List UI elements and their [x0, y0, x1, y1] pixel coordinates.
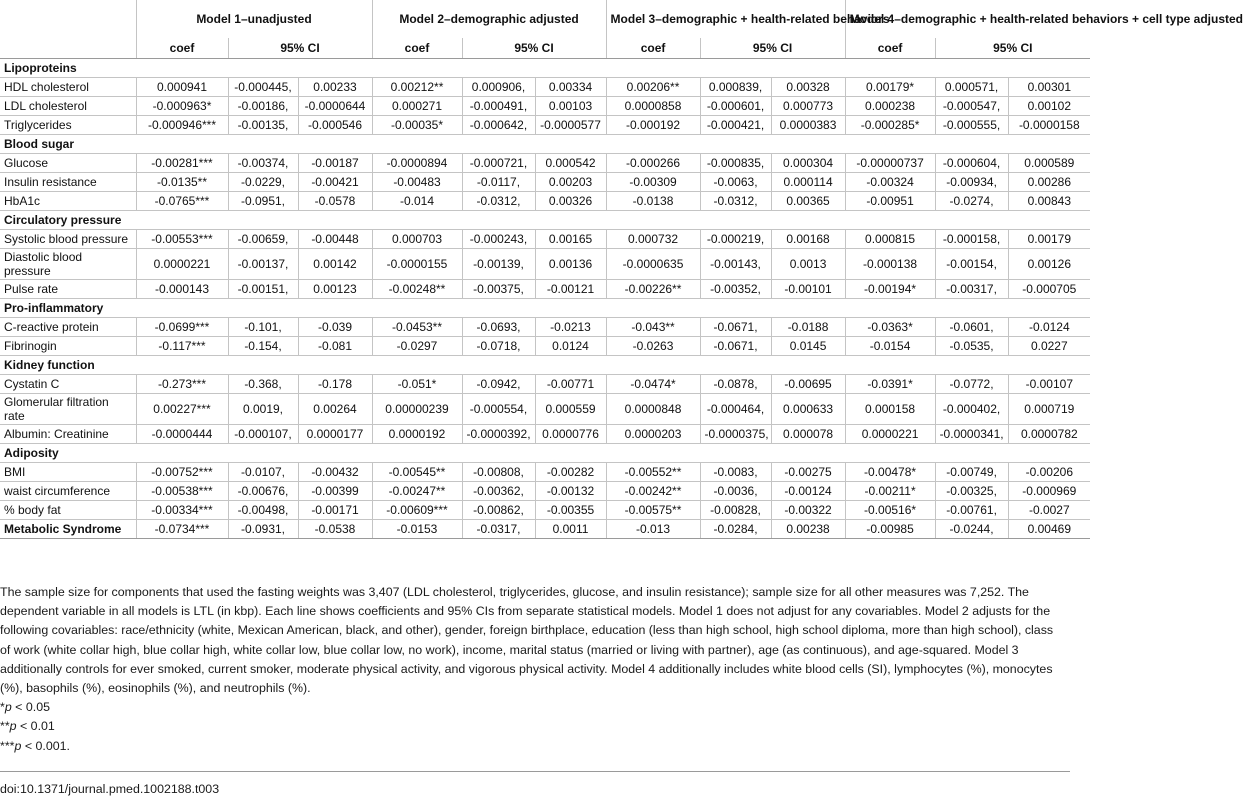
ci-upper-cell: 0.00264 [298, 394, 372, 425]
ci-lower-cell: -0.0931, [228, 520, 298, 539]
ci-upper-cell: -0.0000577 [535, 116, 606, 135]
row-label: C-reactive protein [0, 318, 136, 337]
row-label: Metabolic Syndrome [0, 520, 136, 539]
row-label: waist circumference [0, 482, 136, 501]
row-label: HbA1c [0, 192, 136, 211]
ci-upper-cell: -0.00187 [298, 154, 372, 173]
coef-cell: 0.00227*** [136, 394, 228, 425]
coef-cell: -0.00211* [845, 482, 935, 501]
ci-lower-cell: -0.000554, [462, 394, 535, 425]
ci-lower-cell: -0.0693, [462, 318, 535, 337]
ci-upper-cell: -0.00432 [298, 463, 372, 482]
row-label: Systolic blood pressure [0, 230, 136, 249]
ci-upper-cell: -0.00275 [771, 463, 845, 482]
table-row [0, 337, 1090, 356]
ci-upper-cell: -0.00399 [298, 482, 372, 501]
ci-upper-cell: -0.00107 [1008, 375, 1090, 394]
coef-cell: -0.0000635 [606, 249, 700, 280]
coef-cell: -0.0000894 [372, 154, 462, 173]
coef-cell: 0.000941 [136, 78, 228, 97]
table-row [0, 173, 1090, 192]
footnote-sig-2: **p < 0.01 [0, 719, 55, 734]
ci-lower-cell: 0.000571, [935, 78, 1008, 97]
ci-upper-cell: -0.00282 [535, 463, 606, 482]
ci-lower-cell: -0.368, [228, 375, 298, 394]
ci-upper-cell: 0.00238 [771, 520, 845, 539]
ci-lower-cell: -0.00151, [228, 280, 298, 299]
row-label: HDL cholesterol [0, 78, 136, 97]
coef-cell: -0.00609*** [372, 501, 462, 520]
ci-upper-cell: -0.000546 [298, 116, 372, 135]
ci-lower-cell: -0.0107, [228, 463, 298, 482]
ci-upper-cell: 0.000078 [771, 425, 845, 444]
coef-cell: -0.0474* [606, 375, 700, 394]
coef-cell: -0.00538*** [136, 482, 228, 501]
coef-header: coef [372, 38, 462, 59]
ci-upper-cell: -0.00355 [535, 501, 606, 520]
coef-cell: -0.00545** [372, 463, 462, 482]
coef-cell: -0.000143 [136, 280, 228, 299]
ci-upper-cell: -0.0027 [1008, 501, 1090, 520]
coef-cell: -0.00951 [845, 192, 935, 211]
ci-lower-cell: -0.000421, [700, 116, 771, 135]
ci-lower-cell: -0.00135, [228, 116, 298, 135]
ci-upper-cell: -0.00124 [771, 482, 845, 501]
coef-cell: -0.00552** [606, 463, 700, 482]
ci-lower-cell: -0.0772, [935, 375, 1008, 394]
row-label: Pulse rate [0, 280, 136, 299]
ci-header: 95% CI [700, 38, 845, 59]
ci-lower-cell: 0.0019, [228, 394, 298, 425]
coef-cell: -0.0135** [136, 173, 228, 192]
ci-upper-cell: 0.00136 [535, 249, 606, 280]
ci-upper-cell: 0.0000776 [535, 425, 606, 444]
model-header-row [0, 0, 1090, 38]
model-2-header: Model 2–demographic adjusted [372, 0, 606, 38]
coef-cell: -0.00281*** [136, 154, 228, 173]
ci-upper-cell: -0.000969 [1008, 482, 1090, 501]
coef-cell: 0.000158 [845, 394, 935, 425]
ci-lower-cell: -0.00137, [228, 249, 298, 280]
ci-lower-cell: -0.000402, [935, 394, 1008, 425]
coef-cell: -0.0734*** [136, 520, 228, 539]
ci-lower-cell: -0.0951, [228, 192, 298, 211]
ci-lower-cell: -0.0312, [700, 192, 771, 211]
row-label: Albumin: Creatinine [0, 425, 136, 444]
ci-upper-cell: 0.0145 [771, 337, 845, 356]
ci-lower-cell: -0.000555, [935, 116, 1008, 135]
section-title: Circulatory pressure [0, 211, 1090, 230]
ci-lower-cell: -0.0229, [228, 173, 298, 192]
coef-cell: -0.0391* [845, 375, 935, 394]
ci-lower-cell: -0.00374, [228, 154, 298, 173]
coef-header: coef [845, 38, 935, 59]
ci-upper-cell: -0.00695 [771, 375, 845, 394]
coef-cell: -0.0000155 [372, 249, 462, 280]
section-row [0, 135, 1090, 154]
coef-cell: -0.0138 [606, 192, 700, 211]
ci-lower-cell: -0.000107, [228, 425, 298, 444]
table-body [0, 59, 1090, 539]
ci-lower-cell: -0.00934, [935, 173, 1008, 192]
ci-lower-cell: 0.000839, [700, 78, 771, 97]
table-row [0, 520, 1090, 539]
coef-cell: -0.00985 [845, 520, 935, 539]
table-row [0, 463, 1090, 482]
ci-upper-cell: 0.00165 [535, 230, 606, 249]
ci-lower-cell: -0.0942, [462, 375, 535, 394]
section-title: Lipoproteins [0, 59, 1090, 78]
section-row [0, 299, 1090, 318]
coef-cell: -0.0699*** [136, 318, 228, 337]
ci-lower-cell: -0.0718, [462, 337, 535, 356]
ci-upper-cell: -0.039 [298, 318, 372, 337]
ci-upper-cell: 0.00103 [535, 97, 606, 116]
ci-upper-cell: 0.00203 [535, 173, 606, 192]
row-label: Glucose [0, 154, 136, 173]
coef-cell: -0.00324 [845, 173, 935, 192]
coef-cell: -0.0263 [606, 337, 700, 356]
ci-upper-cell: 0.000719 [1008, 394, 1090, 425]
coef-cell: -0.00478* [845, 463, 935, 482]
ci-upper-cell: 0.000542 [535, 154, 606, 173]
coef-cell: -0.00752*** [136, 463, 228, 482]
ci-upper-cell: 0.00843 [1008, 192, 1090, 211]
model-4-header: Model 4–demographic + health-related behaviors + cell type adjusted [845, 0, 1090, 38]
ci-upper-cell: 0.00286 [1008, 173, 1090, 192]
coef-cell: -0.000192 [606, 116, 700, 135]
coef-cell: -0.00553*** [136, 230, 228, 249]
ci-lower-cell: -0.0535, [935, 337, 1008, 356]
ci-upper-cell: 0.0011 [535, 520, 606, 539]
table-row [0, 482, 1090, 501]
model-3-header: Model 3–demographic + health-related behaviors [606, 0, 845, 38]
ci-lower-cell: -0.00749, [935, 463, 1008, 482]
ci-lower-cell: -0.0317, [462, 520, 535, 539]
table-row [0, 280, 1090, 299]
table-row [0, 154, 1090, 173]
ci-lower-cell: -0.0601, [935, 318, 1008, 337]
ci-upper-cell: -0.0213 [535, 318, 606, 337]
coef-cell: 0.000703 [372, 230, 462, 249]
ci-lower-cell: -0.00362, [462, 482, 535, 501]
ci-lower-cell: -0.0244, [935, 520, 1008, 539]
footnote-sig-3: ***p < 0.001. [0, 738, 70, 753]
section-title: Kidney function [0, 356, 1090, 375]
coef-cell: 0.0000221 [845, 425, 935, 444]
ci-lower-cell: 0.000906, [462, 78, 535, 97]
coef-cell: -0.00516* [845, 501, 935, 520]
coef-cell: -0.051* [372, 375, 462, 394]
ci-upper-cell: 0.0000383 [771, 116, 845, 135]
row-label: Diastolic blood pressure [0, 249, 136, 280]
coef-cell: -0.00035* [372, 116, 462, 135]
ci-upper-cell: 0.000589 [1008, 154, 1090, 173]
ci-lower-cell: -0.00676, [228, 482, 298, 501]
ci-upper-cell: 0.00301 [1008, 78, 1090, 97]
doi-link[interactable]: doi:10.1371/journal.pmed.1002188.t003 [0, 771, 1070, 796]
section-row [0, 211, 1090, 230]
coef-cell: 0.00212** [372, 78, 462, 97]
ci-upper-cell: -0.00171 [298, 501, 372, 520]
ci-lower-cell: -0.0671, [700, 337, 771, 356]
coef-cell: -0.000963* [136, 97, 228, 116]
ci-upper-cell: -0.0188 [771, 318, 845, 337]
ci-lower-cell: -0.00659, [228, 230, 298, 249]
ci-upper-cell: -0.0124 [1008, 318, 1090, 337]
ci-lower-cell: -0.000642, [462, 116, 535, 135]
ci-upper-cell: -0.00132 [535, 482, 606, 501]
ci-lower-cell: -0.00186, [228, 97, 298, 116]
ci-lower-cell: -0.00317, [935, 280, 1008, 299]
section-row [0, 356, 1090, 375]
ci-upper-cell: -0.0538 [298, 520, 372, 539]
ci-upper-cell: -0.00206 [1008, 463, 1090, 482]
ci-lower-cell: -0.0000392, [462, 425, 535, 444]
coef-cell: -0.013 [606, 520, 700, 539]
coef-cell: 0.00179* [845, 78, 935, 97]
ci-upper-cell: -0.178 [298, 375, 372, 394]
table-row [0, 318, 1090, 337]
ci-lower-cell: -0.00862, [462, 501, 535, 520]
table-row [0, 230, 1090, 249]
ci-lower-cell: -0.000601, [700, 97, 771, 116]
ci-upper-cell: -0.00771 [535, 375, 606, 394]
coef-cell: 0.000238 [845, 97, 935, 116]
coef-cell: -0.00334*** [136, 501, 228, 520]
coef-cell: 0.00000239 [372, 394, 462, 425]
coef-cell: 0.0000192 [372, 425, 462, 444]
coef-cell: -0.0297 [372, 337, 462, 356]
table-footnotes [0, 583, 1062, 756]
section-title: Adiposity [0, 444, 1090, 463]
ci-lower-cell: -0.00761, [935, 501, 1008, 520]
ci-lower-cell: -0.00808, [462, 463, 535, 482]
ci-upper-cell: 0.00328 [771, 78, 845, 97]
ci-upper-cell: 0.0000177 [298, 425, 372, 444]
table-row [0, 394, 1090, 425]
section-title: Pro-inflammatory [0, 299, 1090, 318]
ci-lower-cell: -0.00139, [462, 249, 535, 280]
table-row [0, 192, 1090, 211]
ci-lower-cell: -0.0878, [700, 375, 771, 394]
ci-upper-cell: -0.00121 [535, 280, 606, 299]
section-title: Blood sugar [0, 135, 1090, 154]
coef-cell: -0.00575** [606, 501, 700, 520]
coef-cell: -0.0765*** [136, 192, 228, 211]
footnote-main: The sample size for components that used the fasting weights was 3,407 (LDL cholesterol, triglycerides, glucose, and insulin resistance); sample size for all other measures was 7,252. The dependent variable in all models is LTL (in kbp). Each line shows coefficients and 95% CIs from separate statistical models. Model 1 does not adjust for any covariables. Model 2 adjusts for the following covariables: race/ethnicity (white, Mexican American, black, and other), gender, foreign birthplace, education (less than high school, high school diploma, more than high school), class of work (white collar high, blue collar high, white collar low, blue collar low, no work), income, marital status (married or living with partner), age (as continuous), and age-squared. Model 3 additionally controls for ever smoked, current smoker, moderate physical activity, and vigorous physical activity. Model 4 additionally includes white blood cells (SI), lymphocytes (%), monocytes (%), basophils (%), eosinophils (%), and neutrophils (%). [0, 585, 1054, 696]
coef-cell: -0.000285* [845, 116, 935, 135]
coef-cell: 0.0000203 [606, 425, 700, 444]
table-row [0, 249, 1090, 280]
coef-cell: -0.00194* [845, 280, 935, 299]
ci-lower-cell: -0.00325, [935, 482, 1008, 501]
ci-lower-cell: -0.0000341, [935, 425, 1008, 444]
row-label: LDL cholesterol [0, 97, 136, 116]
ci-upper-cell: 0.0013 [771, 249, 845, 280]
ci-upper-cell: -0.081 [298, 337, 372, 356]
model-1-header: Model 1–unadjusted [136, 0, 372, 38]
coef-cell: -0.0154 [845, 337, 935, 356]
ci-upper-cell: 0.00365 [771, 192, 845, 211]
ci-upper-cell: 0.00326 [535, 192, 606, 211]
coef-cell: -0.014 [372, 192, 462, 211]
ci-upper-cell: 0.00334 [535, 78, 606, 97]
ci-lower-cell: -0.0284, [700, 520, 771, 539]
row-label: % body fat [0, 501, 136, 520]
ci-lower-cell: -0.000491, [462, 97, 535, 116]
ci-upper-cell: 0.0227 [1008, 337, 1090, 356]
table-row [0, 501, 1090, 520]
coef-cell: -0.0363* [845, 318, 935, 337]
section-row [0, 59, 1090, 78]
ci-upper-cell: 0.00168 [771, 230, 845, 249]
coef-header: coef [136, 38, 228, 59]
ci-upper-cell: 0.000559 [535, 394, 606, 425]
table-row [0, 97, 1090, 116]
ci-upper-cell: 0.0124 [535, 337, 606, 356]
ci-upper-cell: 0.000633 [771, 394, 845, 425]
coef-cell: 0.0000221 [136, 249, 228, 280]
ci-header: 95% CI [228, 38, 372, 59]
ci-lower-cell: -0.000243, [462, 230, 535, 249]
ci-lower-cell: -0.0312, [462, 192, 535, 211]
ci-lower-cell: -0.000219, [700, 230, 771, 249]
ci-lower-cell: -0.00143, [700, 249, 771, 280]
table-row [0, 78, 1090, 97]
ci-upper-cell: 0.00142 [298, 249, 372, 280]
ci-upper-cell: -0.0000644 [298, 97, 372, 116]
ci-lower-cell: -0.0671, [700, 318, 771, 337]
coef-cell: -0.000138 [845, 249, 935, 280]
ci-lower-cell: -0.0036, [700, 482, 771, 501]
coef-cell: -0.00483 [372, 173, 462, 192]
coef-cell: -0.00242** [606, 482, 700, 501]
ci-lower-cell: -0.000547, [935, 97, 1008, 116]
coef-cell: -0.00247** [372, 482, 462, 501]
ci-upper-cell: -0.00101 [771, 280, 845, 299]
coef-header: coef [606, 38, 700, 59]
row-label: Glomerular filtration rate [0, 394, 136, 425]
ci-lower-cell: -0.000835, [700, 154, 771, 173]
ci-upper-cell: 0.00123 [298, 280, 372, 299]
ci-lower-cell: -0.0063, [700, 173, 771, 192]
coef-cell: 0.0000848 [606, 394, 700, 425]
row-label: Cystatin C [0, 375, 136, 394]
ci-upper-cell: -0.00448 [298, 230, 372, 249]
coef-cell: 0.000732 [606, 230, 700, 249]
ci-upper-cell: 0.000773 [771, 97, 845, 116]
table-row [0, 375, 1090, 394]
coef-cell: -0.0000444 [136, 425, 228, 444]
ci-lower-cell: -0.0083, [700, 463, 771, 482]
ci-lower-cell: -0.0000375, [700, 425, 771, 444]
ci-upper-cell: -0.000705 [1008, 280, 1090, 299]
row-label: Fibrinogin [0, 337, 136, 356]
coef-cell: -0.000266 [606, 154, 700, 173]
subheader-row [0, 38, 1090, 59]
ci-upper-cell: 0.00233 [298, 78, 372, 97]
coef-cell: -0.000946*** [136, 116, 228, 135]
coef-cell: -0.0153 [372, 520, 462, 539]
section-row [0, 444, 1090, 463]
ci-upper-cell: -0.0000158 [1008, 116, 1090, 135]
ci-lower-cell: -0.00828, [700, 501, 771, 520]
ci-lower-cell: -0.00154, [935, 249, 1008, 280]
ci-lower-cell: -0.000604, [935, 154, 1008, 173]
coef-cell: -0.0453** [372, 318, 462, 337]
ci-lower-cell: -0.000158, [935, 230, 1008, 249]
ci-upper-cell: 0.00126 [1008, 249, 1090, 280]
coef-cell: 0.00206** [606, 78, 700, 97]
ci-upper-cell: 0.00469 [1008, 520, 1090, 539]
ci-header: 95% CI [935, 38, 1090, 59]
ci-lower-cell: -0.00352, [700, 280, 771, 299]
ci-lower-cell: -0.154, [228, 337, 298, 356]
coef-cell: -0.00000737 [845, 154, 935, 173]
coef-cell: -0.043** [606, 318, 700, 337]
ci-upper-cell: 0.00102 [1008, 97, 1090, 116]
footnote-sig-1: *p < 0.05 [0, 700, 50, 715]
coef-cell: -0.00226** [606, 280, 700, 299]
coef-cell: -0.273*** [136, 375, 228, 394]
ci-upper-cell: -0.00421 [298, 173, 372, 192]
ci-lower-cell: -0.000721, [462, 154, 535, 173]
coef-cell: -0.117*** [136, 337, 228, 356]
ci-upper-cell: 0.000114 [771, 173, 845, 192]
ci-lower-cell: -0.000464, [700, 394, 771, 425]
coef-cell: 0.0000858 [606, 97, 700, 116]
ci-header: 95% CI [462, 38, 606, 59]
ci-lower-cell: -0.101, [228, 318, 298, 337]
table-row [0, 425, 1090, 444]
ci-upper-cell: 0.00179 [1008, 230, 1090, 249]
row-label: BMI [0, 463, 136, 482]
ci-upper-cell: 0.0000782 [1008, 425, 1090, 444]
ci-lower-cell: -0.0117, [462, 173, 535, 192]
row-label: Triglycerides [0, 116, 136, 135]
ci-upper-cell: -0.00322 [771, 501, 845, 520]
coef-cell: -0.00248** [372, 280, 462, 299]
coef-cell: 0.000271 [372, 97, 462, 116]
ci-upper-cell: 0.000304 [771, 154, 845, 173]
coef-cell: -0.00309 [606, 173, 700, 192]
coef-cell: 0.000815 [845, 230, 935, 249]
row-label: Insulin resistance [0, 173, 136, 192]
table-row [0, 116, 1090, 135]
ci-lower-cell: -0.00375, [462, 280, 535, 299]
ci-lower-cell: -0.00498, [228, 501, 298, 520]
ci-lower-cell: -0.000445, [228, 78, 298, 97]
ci-lower-cell: -0.0274, [935, 192, 1008, 211]
ci-upper-cell: -0.0578 [298, 192, 372, 211]
